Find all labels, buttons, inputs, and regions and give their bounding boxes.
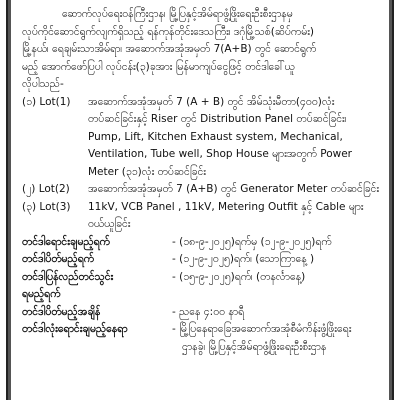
detail-value <box>172 286 394 304</box>
intro-line: လိုပါသည်- <box>22 78 64 90</box>
detail-label: တင်ဒါပိတ်မည့်အချိန် <box>22 305 101 318</box>
detail-label: တင်ဒါလုံးရောင်းချမည့်နေရာ <box>22 323 128 335</box>
detail-label: တင်ဒါပိတ်မည့်ရက် <box>22 253 95 265</box>
intro-line: ဆောက်လုပ်ရေးဝန်ကြီးဌာန၊ မြို့ပြနှင့်အိမ်ရာဖွံ့ဖြိုးရေးဦးစီးဌာနမှ <box>62 8 293 20</box>
detail-row-closing-date <box>22 251 394 269</box>
lot-description: Meter (၃၁)လုံး တပ်ဆင်ခြင်း <box>88 165 206 178</box>
detail-value: - ညနေ ၄:၀၀ နာရီ <box>172 305 245 318</box>
detail-value: - (၁၈-၉-၂၀၂၅)ရက်မှ (၁၂-၉-၂၀၂၅)ရက် <box>172 235 332 248</box>
detail-row-sale-date <box>22 234 394 252</box>
detail-label: တင်ဒါရောင်းချမည့်ရက် <box>22 235 110 248</box>
intro-line: မည့် အောက်ဖော်ပြပါ လုပ်ငန်း(၃)ခုအား မြန်မာကျပ်ငွေဖြင့် တင်ဒါခေါ်ယူ <box>22 60 295 73</box>
lot-description: 11kV, VCB Panel , 11kV, Metering Outfit နှင့် Cable များ <box>88 200 364 213</box>
lot-number: (၁) Lot(1) <box>22 95 71 108</box>
lot-1 <box>22 94 394 182</box>
lot-number: (၂) Lot(2) <box>22 183 70 195</box>
lot-number: (၃) Lot(3) <box>22 200 71 213</box>
lot-2 <box>22 181 394 199</box>
detail-row-sale-location <box>22 321 394 339</box>
lot-3 <box>22 199 394 234</box>
left-border <box>8 0 11 400</box>
lot-description: Ventilation, Tube well, Shop House များအတွက် Power <box>88 148 353 160</box>
lot-description: တပ်ဆင်ခြင်းနှင့် Riser တွင် Distribution Panel တပ်ဆင်ခြင်း၊ <box>88 113 347 125</box>
detail-value: - မြို့ပြနေရာခြေအဆောက်အအုံစီမံကိန်းဖွံ့ဖြိုးရေး <box>172 323 352 335</box>
intro-line: မြို့နယ်၊ ရေချမ်းသာအိမ်ရာ၊ အဆောက်အအုံအမှတ် 7(A+B) တွင် ဆောင်ရွက် <box>22 43 317 55</box>
location-continuation: ဌာနခွဲ၊ မြို့ပြနှင့်အိမ်ရာဖွံ့ဖြိုးရေးဦးစီးဌာန <box>182 340 327 353</box>
tender-notice <box>22 6 394 356</box>
lot-description: Pump, Lift, Kitchen Exhaust system, Mechanical, <box>88 130 343 143</box>
detail-label: တင်ဒါပြန်လည်တင်သွင်း <box>22 270 114 283</box>
lot-description: အဆောက်အအုံအမှတ် 7 (A + B) တွင် အိမ်သုံးမီတာ(၄၀၀)လုံး <box>88 95 335 108</box>
lot-description: ဝယ်ယူခြင်း <box>88 218 131 230</box>
detail-value: - (၁၅-၉-၂၀၂၅)ရက်၊ (တနင်္လာနေ့) <box>172 270 306 283</box>
detail-label: ရမည့်ရက် <box>22 288 61 300</box>
detail-row-submission-date-cont <box>22 286 394 304</box>
lot-description: အဆောက်အအုံအမှတ် 7 (A+B) တွင် Generator Meter တပ်ဆင်ခြင်း <box>88 183 380 195</box>
intro-line: လုပ်ကိုင်ဆောင်ရွက်လျက်ရှိသည့် ရန်ကုန်တိုင်းဒေသကြီး၊ ဒဂုံမြို့သစ်(ဆိပ်ကမ်း) <box>22 25 314 38</box>
detail-row-submission-date <box>22 269 394 287</box>
notice-frame <box>6 0 394 400</box>
detail-row-closing-time <box>22 304 394 322</box>
detail-value: - (၁၂-၉-၂၀၂၅)ရက်၊ (သောကြာနေ့ ) <box>172 253 315 265</box>
